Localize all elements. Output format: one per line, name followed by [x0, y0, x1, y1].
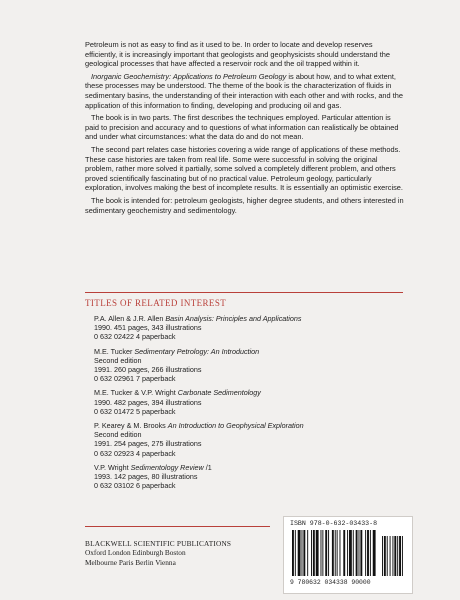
description-paragraph: The book is intended for: petroleum geologists, higher degree students, and others interested in sedimentary geochemistry and sedimentology. [85, 195, 404, 215]
ean-number: 9 780632 034338 [290, 579, 348, 586]
book-title: Basin Analysis: Principles and Applications [165, 314, 302, 323]
book-authors: P.A. Allen & J.R. Allen [94, 314, 166, 323]
book-title: Sedimentology Review [130, 462, 204, 472]
related-book-entry [94, 347, 394, 384]
ean-addon: 90000 [351, 579, 371, 586]
book-details: 1993. 142 pages, 80 illustrations [94, 472, 198, 482]
related-titles-heading: TITLES OF RELATED INTEREST [85, 298, 227, 308]
related-book-entry [94, 421, 394, 458]
related-titles-list [94, 314, 394, 495]
book-isbn: 0 632 03102 6 paperback [94, 481, 176, 491]
section-divider [85, 292, 403, 293]
ean-digits [290, 579, 371, 586]
related-book-entry [94, 314, 394, 342]
book-description [85, 40, 405, 218]
book-authors: P. Kearey & M. Brooks [94, 421, 168, 431]
description-paragraph [85, 72, 405, 110]
isbn-label: ISBN 978-0-632-03433-8 [290, 520, 378, 527]
book-isbn: 0 632 02923 4 paperback [94, 448, 176, 458]
book-authors: V.P. Wright [94, 462, 131, 472]
book-details: 1991. 260 pages, 266 illustrations [94, 365, 202, 375]
publisher-name: BLACKWELL SCIENTIFIC PUBLICATIONS [85, 539, 232, 548]
publisher-cities: Oxford London Edinburgh Boston [85, 548, 186, 558]
book-edition: Second edition [94, 355, 142, 365]
book-details: 1990. 451 pages, 343 illustrations [94, 323, 202, 333]
publisher-divider [85, 526, 270, 527]
book-edition: Second edition [94, 430, 142, 440]
book-title: An Introduction to Geophysical Exploration [167, 421, 304, 431]
book-details: 1990. 482 pages, 394 illustrations [94, 397, 202, 407]
barcode-icon [292, 530, 406, 578]
publisher-imprint [85, 539, 231, 567]
book-details: 1991. 254 pages, 275 illustrations [94, 439, 202, 449]
description-paragraph: The second part relates case histories covering a wide range of applications of these methods. These case histories are taken from real life. Some were successful in solving the original problem, rather more solved it partially, some solved a completely different problem, and others proved scientifically fascinating but of no practical value. Petroleum geology, particularly exploration, involves making the best of incomplete results. It is essentially an optimistic exercise. [85, 144, 403, 193]
description-text: is about how, and to what extent, these processes may be understood. The theme of the book is the characterization of fluids in sedimentary basins, the understanding of their interaction with each other and with rocks, and the application of this information to finding, developing and producing oil and gas. [85, 71, 403, 110]
book-title-suffix: /1 [203, 462, 212, 472]
related-book-entry [94, 463, 394, 491]
publisher-cities: Melbourne Paris Berlin Vienna [85, 557, 176, 567]
book-title: Carbonate Sedimentology [177, 388, 261, 398]
barcode-panel [283, 516, 413, 594]
book-authors: M.E. Tucker & V.P. Wright [94, 388, 178, 398]
book-title-italic: Inorganic Geochemistry: Applications to Petroleum Geology [91, 71, 287, 81]
book-isbn: 0 632 02961 7 paperback [94, 374, 176, 384]
book-isbn: 0 632 02422 4 paperback [94, 332, 176, 342]
book-authors: M.E. Tucker [94, 346, 135, 356]
book-title: Sedimentary Petrology: An Introduction [134, 346, 260, 356]
description-paragraph: Petroleum is not as easy to find as it used to be. In order to locate and develop reserves efficiently, it is increasingly important that geologists and geophysicists should understand the geological processes that have affected a reservoir rock and the oil trapped within it. [85, 40, 390, 69]
book-isbn: 0 632 01472 5 paperback [94, 406, 176, 416]
description-paragraph: The book is in two parts. The first describes the techniques employed. Particular attention is paid to precision and accuracy and to questions of what information can realistically be obtained and under what circumstances: what the data do and do not mean. [85, 113, 399, 142]
related-book-entry [94, 388, 394, 416]
